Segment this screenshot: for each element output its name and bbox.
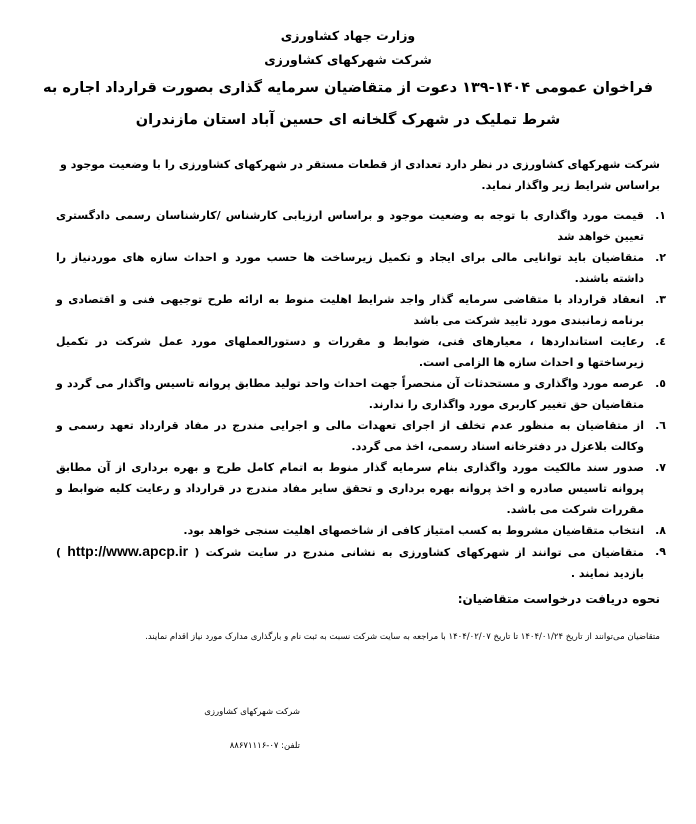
item-text: از متقاضیان به منظور عدم تخلف از اجرای تعهدات مالی و اجرایی مندرج در مفاد قرارداد تعهد رسمی و وکالت بلاعزل در دفترخانه اسناد رسمی، اخذ می گردد. [56, 419, 644, 453]
ministry-name: وزارت جهاد کشاورزی [280, 28, 416, 43]
list-item [56, 289, 666, 331]
announcement-title-line2: شرط تملیک در شهرک گلخانه ای حسین آباد استان مازندران [135, 112, 561, 128]
list-item [56, 457, 666, 520]
item-text-before: متقاضیان می توانند از شهرکهای کشاورزی به نشانی مندرج در سایت شرکت ( [194, 546, 644, 559]
procedure-heading: نحوه دریافت درخواست متقاضیان: [457, 592, 660, 606]
item-number: ٦. [655, 419, 666, 432]
item-text: قیمت مورد واگذاری با توجه به وضعیت موجود و براساس ارزیابی کارشناس /کارشناسان رسمی دادگستری تعیین خواهد شد [56, 209, 644, 243]
item-text: انتخاب متقاضیان مشروط به کسب امتیاز کافی از شاخصهای اهلیت سنجی خواهد بود. [183, 524, 644, 537]
item-number: ٥. [655, 377, 666, 390]
signature-company: شرکت شهرکهای کشاورزی [204, 707, 300, 717]
item-number: ۹. [655, 545, 666, 558]
list-item [56, 520, 666, 541]
phone-number: تلفن: ۰۷-۸۸۶۷۱۱۱۶ [229, 741, 300, 751]
intro-paragraph: شرکت شهرکهای کشاورزی در نظر دارد تعدادی از قطعات مستقر در شهرکهای کشاورزی را با وضعیت موجود و براساس شرایط زیر واگذار نماید. [60, 158, 660, 192]
item-text-after: ) بازدید نمایند . [56, 546, 644, 580]
item-text: عرصه مورد واگذاری و مستحدثات آن منحصراً جهت احداث واحد تولید مطابق پروانه تاسیس واگذار می گردد و متقاضیان حق تغییر کاربری مورد واگذاری را ندارند. [56, 377, 644, 411]
item-text: صدور سند مالکیت مورد واگذاری بنام سرمایه گذار منوط به اتمام کامل طرح و بهره برداری از آن مطابق پروانه تاسیس صادره و اخذ پروانه بهره برداری و تحقق سایر مفاد مندرج در قرارداد و رعایت کلیه ضوابط و مقررات شرکت می باشد. [56, 461, 644, 516]
item-text: متقاضیان باید توانایی مالی برای ایجاد و تکمیل زیرساخت ها حسب مورد و احداث سازه های موردنیاز را داشته باشند. [56, 251, 644, 285]
item-number: ۲. [655, 251, 666, 264]
item-text: انعقاد قرارداد با متقاضی سرمایه گذار واجد شرایط اهلیت منوط به ارائه طرح توجیهی فنی و اقتصادی و برنامه زمانبندی مورد تایید شرکت می باشد [56, 293, 644, 327]
conditions-list [56, 205, 666, 584]
company-name: شرکت شهرکهای کشاورزی [264, 52, 432, 67]
item-text [56, 541, 644, 584]
item-number: ۷. [655, 461, 666, 474]
list-item [56, 247, 666, 289]
website-link[interactable]: http://www.apcp.ir [67, 543, 189, 559]
registration-note: متقاضیان می‌توانند از تاریخ ۱۴۰۴/۰۱/۲۴ تا تاریخ ۱۴۰۴/۰۲/۰۷ با مراجعه به سایت شرکت نسبت به ثبت نام و بارگذاری مدارک مورد نیاز اقدام نمایند. [145, 632, 660, 642]
list-item [56, 541, 666, 584]
item-number: ٤. [655, 335, 666, 348]
announcement-title-line1: فراخوان عمومی ۱۴۰۴-۱۳۹ دعوت از متقاضیان سرمایه گذاری بصورت قرارداد اجاره به [43, 80, 653, 96]
item-number: ۸. [655, 524, 666, 537]
item-number: ۱. [655, 209, 666, 222]
list-item [56, 415, 666, 457]
list-item [56, 373, 666, 415]
list-item [56, 331, 666, 373]
item-text: رعایت استانداردها ، معیارهای فنی، ضوابط و مقررات و دستورالعملهای مورد عمل شرکت در تکمیل زیرساختها و احداث سازه ها الزامی است. [56, 335, 644, 369]
list-item [56, 205, 666, 247]
item-number: ۳. [655, 293, 666, 306]
